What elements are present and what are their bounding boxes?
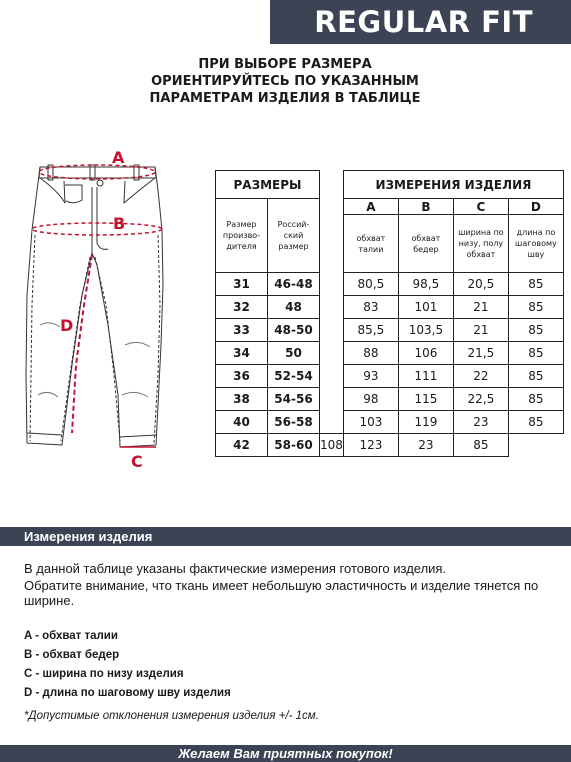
intro-text bbox=[100, 56, 470, 107]
tolerance-note: *Допустимые отклонения измерения изделия +/- 1см. bbox=[24, 710, 319, 722]
table-row: 31 46-48 80,5 98,5 20,5 85 bbox=[216, 273, 564, 296]
size-table bbox=[215, 170, 564, 457]
col-label-hem: ширина по низу, полу обхват bbox=[453, 215, 508, 273]
size-russian-header: Россий- ский размер bbox=[268, 199, 320, 273]
footer-text: Желаем Вам приятных покупок! bbox=[178, 746, 393, 761]
col-letter-a: A bbox=[343, 199, 398, 215]
description bbox=[24, 561, 554, 608]
col-letter-d: D bbox=[508, 199, 563, 215]
label-c: C bbox=[131, 452, 143, 471]
jeans-outline bbox=[26, 167, 163, 447]
label-b: B bbox=[113, 214, 126, 233]
fly-stitch bbox=[97, 187, 108, 249]
section-title: Измерения изделия bbox=[24, 529, 153, 544]
desc-line: В данной таблице указаны фактические измерения готового изделия. bbox=[24, 561, 447, 576]
top-banner bbox=[270, 0, 571, 44]
col-letter-c: C bbox=[453, 199, 508, 215]
section-band bbox=[0, 527, 571, 546]
legend-item: C - ширина по низу изделия bbox=[24, 668, 184, 680]
legend-item: B - обхват бедер bbox=[24, 649, 120, 661]
table-row: 33 48-50 85,5 103,5 21 85 bbox=[216, 319, 564, 342]
measures-header: ИЗМЕРЕНИЯ ИЗДЕЛИЯ bbox=[343, 171, 563, 199]
col-label-waist: обхват талии bbox=[343, 215, 398, 273]
label-a: A bbox=[112, 148, 125, 167]
sizes-header: РАЗМЕРЫ bbox=[216, 171, 320, 199]
table-row: 42 58-60 108 123 23 85 bbox=[216, 434, 564, 457]
label-d: D bbox=[60, 316, 74, 335]
intro-line: ПАРАМЕТРАМ ИЗДЕЛИЯ В ТАБЛИЦЕ bbox=[149, 91, 421, 106]
button-icon bbox=[97, 180, 103, 186]
table-row: 32 48 83 101 21 85 bbox=[216, 296, 564, 319]
legend-item: A - обхват талии bbox=[24, 630, 118, 642]
jeans-diagram bbox=[0, 145, 215, 475]
footer-band bbox=[0, 745, 571, 762]
fit-title: REGULAR FIT bbox=[314, 5, 533, 39]
col-letter-b: B bbox=[398, 199, 453, 215]
desc-line: Обратите внимание, что ткань имеет небольшую эластичность и изделие тянется по ширине. bbox=[24, 578, 539, 608]
legend-list bbox=[24, 627, 231, 703]
col-label-inseam: длина по шаговому шву bbox=[508, 215, 563, 273]
table-row: 34 50 88 106 21,5 85 bbox=[216, 342, 564, 365]
intro-line: ОРИЕНТИРУЙТЕСЬ ПО УКАЗАННЫМ bbox=[151, 74, 419, 89]
size-maker-header: Размер произво- дителя bbox=[216, 199, 268, 273]
intro-line: ПРИ ВЫБОРЕ РАЗМЕРА bbox=[198, 57, 372, 72]
front-pocket bbox=[40, 178, 65, 203]
legend-item: D - длина по шаговому шву изделия bbox=[24, 687, 231, 699]
front-pocket bbox=[124, 178, 155, 203]
table-row: 40 56-58 103 119 23 85 bbox=[216, 411, 564, 434]
table-row: 36 52-54 93 111 22 85 bbox=[216, 365, 564, 388]
col-label-hips: обхват бедер bbox=[398, 215, 453, 273]
table-row: 38 54-56 98 115 22,5 85 bbox=[216, 388, 564, 411]
